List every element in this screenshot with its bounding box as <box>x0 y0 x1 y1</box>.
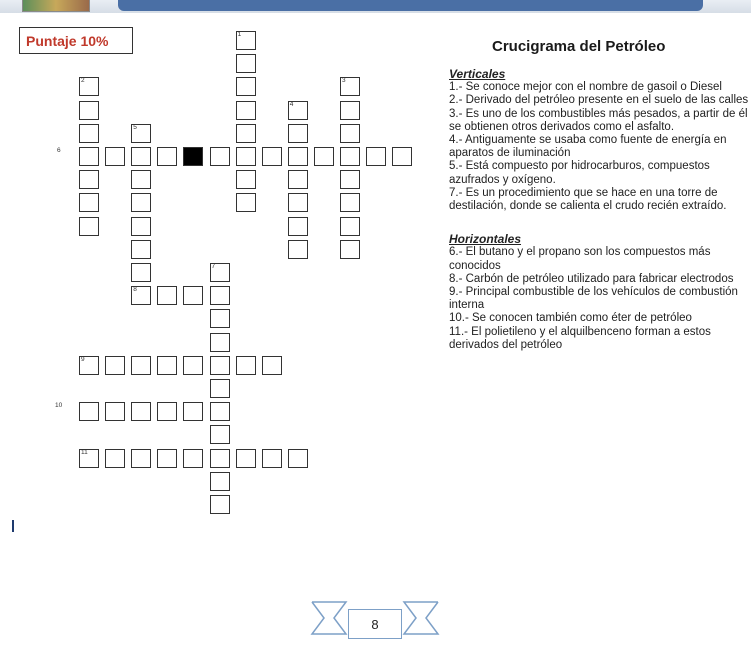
crossword-cell[interactable] <box>340 193 360 212</box>
crossword-cell[interactable] <box>131 402 151 421</box>
crossword-cell[interactable] <box>105 449 125 468</box>
crossword-number-5: 5 <box>133 123 137 131</box>
crossword-cell[interactable] <box>157 147 177 166</box>
crossword-cell[interactable] <box>340 240 360 259</box>
crossword-cell[interactable] <box>131 356 151 375</box>
crossword-number-1: 1 <box>237 31 242 38</box>
crossword-cell[interactable] <box>288 124 308 143</box>
clue-vertical-2: 2.- Derivado del petróleo presente en el suelo de las calles <box>449 94 749 107</box>
page-number <box>348 609 402 639</box>
clue-horizontal-6: 6.- El butano y el propano son los compuestos más conocidos <box>449 246 711 272</box>
clue-vertical-4: 4.- Antiguamente se usaba como fuente de energía en aparatos de iluminación <box>449 134 727 160</box>
score-label: Puntaje 10% <box>26 32 109 49</box>
clues-panel <box>449 68 749 352</box>
crossword-cell[interactable] <box>210 425 230 444</box>
clue-horizontal-9: 9.- Principal combustible de los vehículos de combustión interna <box>449 286 738 312</box>
crossword-cell[interactable] <box>210 495 230 514</box>
clue-horizontal-10: 10.- Se conocen también como éter de petróleo <box>449 312 692 325</box>
crossword-cell[interactable] <box>236 124 256 143</box>
verticales-heading: Verticales <box>449 67 506 81</box>
crossword-cell[interactable] <box>131 170 151 189</box>
crossword-cell[interactable] <box>157 286 177 305</box>
crossword-cell[interactable] <box>314 147 334 166</box>
crossword-cell[interactable] <box>236 193 256 212</box>
crossword-cell[interactable] <box>79 193 99 212</box>
crossword-cell[interactable] <box>79 101 99 120</box>
crossword-black-cell <box>183 147 203 166</box>
clue-horizontal-11: 11.- El polietileno y el alquilbenceno forman a estos derivados del petróleo <box>449 325 711 351</box>
crossword-cell[interactable] <box>340 124 360 143</box>
crossword-cell[interactable] <box>262 449 282 468</box>
crossword-number-8: 8 <box>133 286 137 294</box>
page-number-value: 8 <box>371 616 379 632</box>
crossword-cell[interactable] <box>210 333 230 352</box>
crossword-cell[interactable] <box>236 356 256 375</box>
crossword-cell[interactable] <box>236 147 256 166</box>
crossword-cell[interactable] <box>131 240 151 259</box>
crossword-cell[interactable] <box>79 147 99 166</box>
crossword-cell[interactable] <box>288 193 308 212</box>
crossword-cell[interactable] <box>79 217 99 236</box>
crossword-number-9: 9 <box>81 355 85 363</box>
crossword-cell[interactable] <box>183 356 203 375</box>
crossword-number-2: 2 <box>81 77 85 85</box>
clue-vertical-3: 3.- Es uno de los combustibles más pesados, a partir de él se obtienen otros derivados como el asfalto. <box>449 107 748 133</box>
crossword-cell[interactable] <box>262 356 282 375</box>
crossword-cell[interactable] <box>131 263 151 282</box>
crossword-cell[interactable] <box>79 402 99 421</box>
crossword-cell[interactable] <box>236 170 256 189</box>
clue-vertical-1: 1.- Se conoce mejor con el nombre de gasoil o Diesel <box>449 81 722 94</box>
crossword-cell[interactable] <box>131 449 151 468</box>
crossword-cell[interactable] <box>288 217 308 236</box>
crossword-cell[interactable] <box>210 286 230 305</box>
crossword-cell[interactable] <box>340 170 360 189</box>
crossword-cell[interactable] <box>183 402 203 421</box>
margin-marker <box>12 520 14 532</box>
crossword-cell[interactable] <box>157 402 177 421</box>
crossword-number-6: 6 <box>57 147 61 154</box>
crossword-cell[interactable] <box>79 170 99 189</box>
crossword-cell[interactable] <box>236 101 256 120</box>
crossword-cell[interactable] <box>210 309 230 328</box>
crossword-cell[interactable] <box>210 402 230 421</box>
crossword-cell[interactable] <box>340 101 360 120</box>
crossword-cell[interactable] <box>105 147 125 166</box>
page-title: Crucigrama del Petróleo <box>492 38 666 55</box>
crossword-cell[interactable] <box>131 217 151 236</box>
crossword-number-7: 7 <box>211 263 216 270</box>
crossword-cell[interactable] <box>288 240 308 259</box>
crossword-cell[interactable] <box>288 147 308 166</box>
crossword-cell[interactable] <box>262 147 282 166</box>
crossword-cell[interactable] <box>288 170 308 189</box>
crossword-cell[interactable] <box>210 356 230 375</box>
crossword-cell[interactable] <box>105 402 125 421</box>
crossword-cell[interactable] <box>236 54 256 73</box>
crossword-cell[interactable] <box>288 449 308 468</box>
crossword-cell[interactable] <box>210 147 230 166</box>
crossword-cell[interactable] <box>131 147 151 166</box>
crossword-cell[interactable] <box>183 286 203 305</box>
horizontales-heading: Horizontales <box>449 232 522 247</box>
crossword-number-4: 4 <box>289 100 294 108</box>
crossword-cell[interactable] <box>131 193 151 212</box>
crossword-number-3: 3 <box>342 77 346 85</box>
clue-vertical-7: 7.- Es un procedimiento que se hace en una torre de destilación, donde se calienta el crudo recién extraído. <box>449 186 727 213</box>
crossword-cell[interactable] <box>236 77 256 96</box>
crossword-cell[interactable] <box>210 472 230 491</box>
crossword-cell[interactable] <box>79 124 99 143</box>
crossword-cell[interactable] <box>210 449 230 468</box>
clue-vertical-5: 5.- Está compuesto por hidrocarburos, compuestos azufrados y oxígeno. <box>449 160 710 186</box>
crossword-cell[interactable] <box>157 356 177 375</box>
crossword-cell[interactable] <box>340 217 360 236</box>
crossword-number-11: 11 <box>81 448 88 456</box>
crossword-cell[interactable] <box>105 356 125 375</box>
crossword-cell[interactable] <box>157 449 177 468</box>
crossword-number-10: 10 <box>55 402 63 410</box>
clue-horizontal-8: 8.- Carbón de petróleo utilizado para fabricar electrodos <box>449 272 734 285</box>
crossword-cell[interactable] <box>210 379 230 398</box>
crossword-cell[interactable] <box>236 449 256 468</box>
crossword-cell[interactable] <box>366 147 386 166</box>
crossword-cell[interactable] <box>183 449 203 468</box>
crossword-grid <box>0 0 450 520</box>
crossword-cell[interactable] <box>340 147 360 166</box>
crossword-cell[interactable] <box>392 147 412 166</box>
